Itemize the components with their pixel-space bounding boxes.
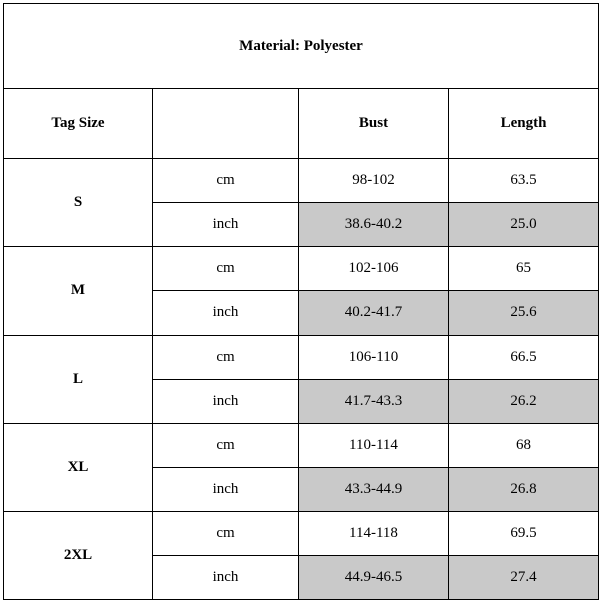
bust-cell: 40.2-41.7 [299,291,449,335]
size-label: L [4,335,153,423]
bust-header: Bust [299,89,449,159]
length-cell: 69.5 [449,511,599,555]
unit-cell: inch [153,555,299,599]
table-row [4,159,599,203]
unit-cell: cm [153,511,299,555]
bust-cell: 44.9-46.5 [299,555,449,599]
unit-cell: cm [153,423,299,467]
length-cell: 26.8 [449,467,599,511]
size-label: S [4,159,153,247]
unit-cell: cm [153,247,299,291]
unit-cell: cm [153,335,299,379]
bust-cell: 106-110 [299,335,449,379]
table-row [4,511,599,555]
bust-cell: 110-114 [299,423,449,467]
unit-cell: inch [153,379,299,423]
bust-cell: 102-106 [299,247,449,291]
unit-header [153,89,299,159]
unit-cell: inch [153,467,299,511]
material-title: Material: Polyester [4,4,599,89]
length-cell: 63.5 [449,159,599,203]
size-label: XL [4,423,153,511]
table-row [4,335,599,379]
size-chart-table [3,3,599,600]
unit-cell: inch [153,203,299,247]
length-cell: 66.5 [449,335,599,379]
bust-cell: 98-102 [299,159,449,203]
bust-cell: 41.7-43.3 [299,379,449,423]
length-cell: 25.6 [449,291,599,335]
length-cell: 27.4 [449,555,599,599]
table-row [4,247,599,291]
size-label: 2XL [4,511,153,599]
header-row [4,89,599,159]
bust-cell: 43.3-44.9 [299,467,449,511]
length-cell: 25.0 [449,203,599,247]
length-header: Length [449,89,599,159]
table-row [4,423,599,467]
unit-cell: inch [153,291,299,335]
tag-size-header: Tag Size [4,89,153,159]
bust-cell: 38.6-40.2 [299,203,449,247]
unit-cell: cm [153,159,299,203]
length-cell: 65 [449,247,599,291]
bust-cell: 114-118 [299,511,449,555]
length-cell: 68 [449,423,599,467]
length-cell: 26.2 [449,379,599,423]
title-row [4,4,599,89]
size-label: M [4,247,153,335]
